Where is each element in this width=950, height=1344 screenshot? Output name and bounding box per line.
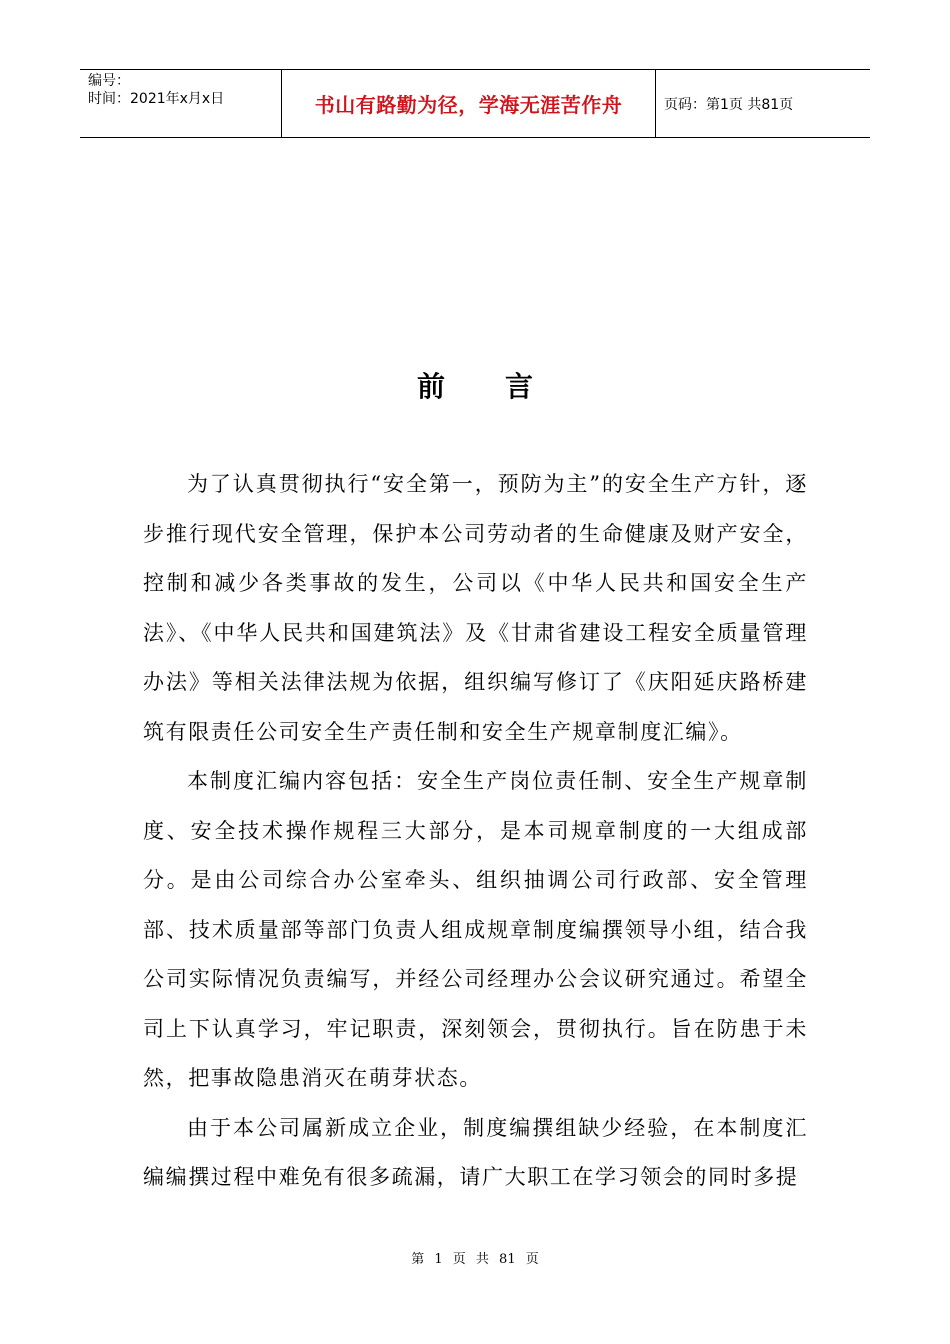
number-label: 编号： [88, 73, 130, 89]
body-paragraph: 为了认真贯彻执行“安全第一，预防为主”的安全生产方针，逐步推行现代安全管理，保护本公司劳动者的生命健康及财产安全，控制和减少各类事故的发生，公司以《中华人民共和国安全生产法》、《中华人民共和国建筑法》及《甘肃省建设工程安全质量管理办法》等相关法律法规为依据，组织编写修订了《庆阳延庆路桥建筑有限责任公司安全生产责任制和安全生产规章制度汇编》。 [143, 472, 808, 744]
body-paragraph: 由于本公司属新成立企业，制度编撰组缺少经验，在本制度汇编编撰过程中难免有很多疏漏，请广大职工在学习领会的同时多提 [143, 1115, 808, 1189]
date-label: 时间：2021年x月x日 [88, 91, 225, 107]
header-motto: 书山有路勤为径，学海无涯苦作舟 [282, 70, 656, 137]
body-paragraph: 本制度汇编内容包括：安全生产岗位责任制、安全生产规章制度、安全技术操作规程三大部分，是本司规章制度的一大组成部分。是由公司综合办公室牵头、组织抽调公司行政部、安全管理部、技术质量部等部门负责人组成规章制度编撰领导小组，结合我公司实际情况负责编写，并经公司经理办公会议研究通过。希望全司上下认真学习，牢记职责，深刻领会，贯彻执行。旨在防患于未然，把事故隐患消灭在萌芽状态。 [143, 769, 808, 1090]
header-page-info: 页码：第1页 共81页 [664, 96, 794, 113]
page-footer: 第 1 页 共 81 页 [411, 1252, 539, 1267]
header-meta [80, 70, 282, 137]
document-title: 前言 [416, 370, 593, 403]
document-header [80, 69, 870, 138]
document-body [143, 460, 808, 1203]
